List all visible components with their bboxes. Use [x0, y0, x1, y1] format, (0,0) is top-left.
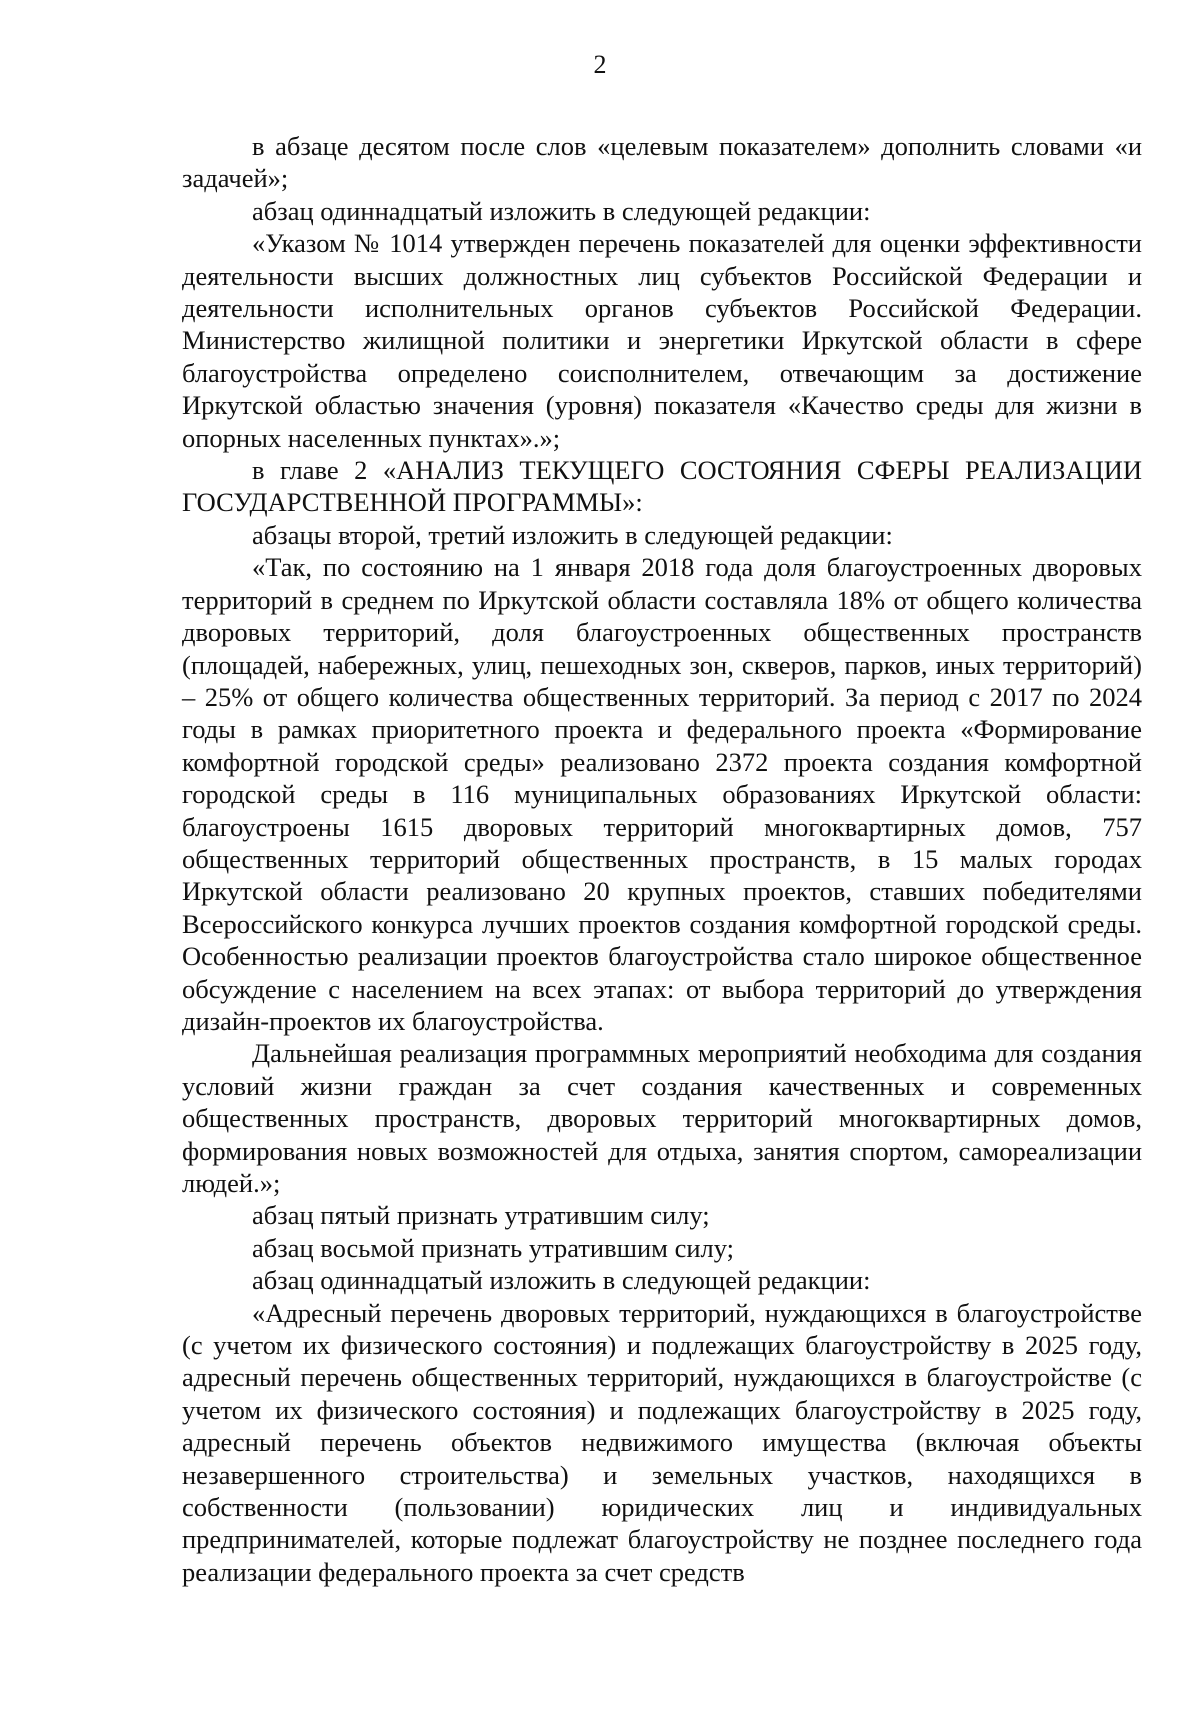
paragraph: «Адресный перечень дворовых территорий, нуждающихся в благоустройстве (с учетом их физического состояния) и подлежащих благоустройству в 2025 году, адресный перечень общественных территорий, нуждающихся в благоустройстве (с учетом их физического состояния) и подлежащих благоустройству в 2025 году, адресный перечень объектов недвижимого имущества (включая объекты незавершенного строительства) и земельных участков, находящихся в собственности (пользовании) юридических лиц и индивидуальных предпринимателей, которые подлежат благоустройству не позднее последнего года реализации федерального проекта за счет средств	[182, 1297, 1142, 1587]
paragraph: в главе 2 «АНАЛИЗ ТЕКУЩЕГО СОСТОЯНИЯ СФЕРЫ РЕАЛИЗАЦИИ ГОСУДАРСТВЕННОЙ ПРОГРАММЫ»:	[182, 455, 1142, 518]
paragraph: в абзаце десятом после слов «целевым показателем» дополнить словами «и задачей»;	[182, 131, 1142, 194]
document-body	[182, 130, 1142, 1588]
paragraph: абзац одиннадцатый изложить в следующей редакции:	[252, 195, 871, 226]
page-number: 2	[593, 50, 607, 79]
paragraph: «Так, по состоянию на 1 января 2018 года доля благоустроенных дворовых территорий в среднем по Иркутской области составляла 18% от общего количества дворовых территорий, доля благоустроенных общественных пространств (площадей, набережных, улиц, пешеходных зон, скверов, парков, иных территорий) – 25% от общего количества общественных территорий. За период с 2017 по 2024 годы в рамках приоритетного проекта и федерального проекта «Формирование комфортной городской среды» реализовано 2372 проекта создания комфортной городской среды в 116 муниципальных образованиях Иркутской области: благоустроены 1615 дворовых территорий многоквартирных домов, 757 общественных территорий общественных пространств, в 15 малых городах Иркутской области реализовано 20 крупных проектов, ставших победителями Всероссийского конкурса лучших проектов создания комфортной городской среды. Особенностью реализации проектов благоустройства стало широкое общественное обсуждение с населением на всех этапах: от выбора территорий до утверждения дизайн-проектов их благоустройства.	[182, 552, 1142, 1036]
paragraph: абзацы второй, третий изложить в следующей редакции:	[252, 519, 893, 550]
paragraph: абзац восьмой признать утратившим силу;	[252, 1232, 734, 1263]
paragraph: Дальнейшая реализация программных мероприятий необходима для создания условий жизни граждан за счет создания качественных и современных общественных пространств, дворовых территорий многоквартирных домов, формирования новых возможностей для отдыха, занятия спортом, самореализации людей.»;	[182, 1038, 1142, 1198]
paragraph: абзац одиннадцатый изложить в следующей редакции:	[252, 1265, 871, 1296]
paragraph: «Указом № 1014 утвержден перечень показателей для оценки эффективности деятельности высших должностных лиц субъектов Российской Федерации и деятельности исполнительных органов субъектов Российской Федерации. Министерство жилищной политики и энергетики Иркутской области в сфере благоустройства определено соисполнителем, отвечающим за достижение Иркутской областью значения (уровня) показателя «Качество среды для жизни в опорных населенных пунктах».»;	[182, 228, 1142, 453]
paragraph: абзац пятый признать утратившим силу;	[252, 1200, 710, 1231]
